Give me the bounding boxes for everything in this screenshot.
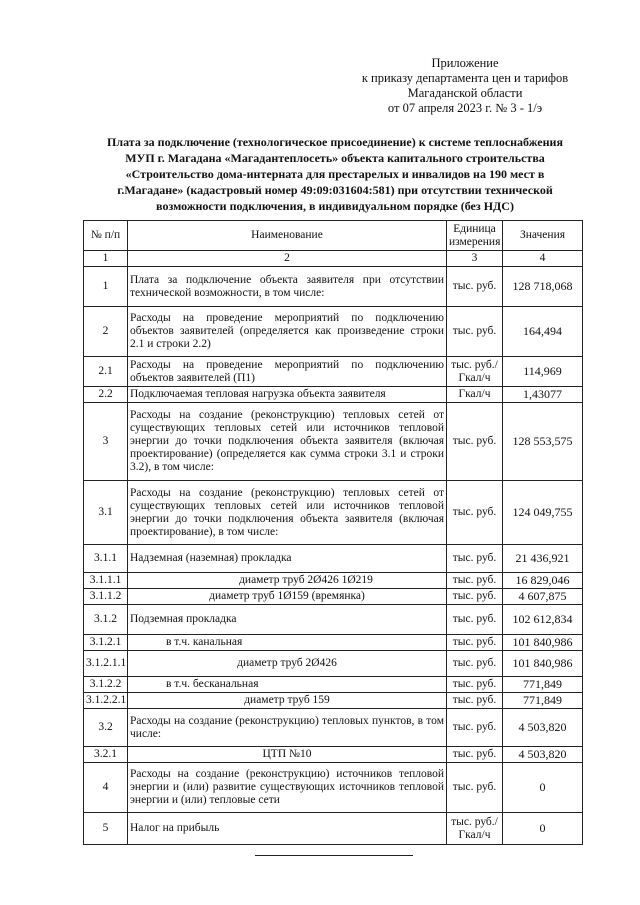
table-row — [84, 635, 583, 651]
table-row — [84, 813, 583, 845]
row-value: 1,43077 — [503, 387, 583, 403]
column-index-cell: 4 — [503, 251, 583, 267]
table-row — [84, 693, 583, 709]
table-row — [84, 357, 583, 387]
row-value: 124 049,755 — [503, 481, 583, 545]
row-unit: тыс. руб. — [447, 651, 503, 677]
row-name: Плата за подключение объекта заявителя при отсутствии технической возможности, в том числе: — [128, 267, 447, 307]
column-header-unit: Единица измерения — [447, 221, 503, 251]
row-value: 101 840,986 — [503, 651, 583, 677]
row-value: 771,849 — [503, 677, 583, 693]
row-name: Расходы на проведение мероприятий по подключению объектов заявителей (определяется как произведение строки 2.1 и строки 2.2) — [128, 307, 447, 357]
row-name: Налог на прибыль — [128, 813, 447, 845]
row-num: 3 — [84, 403, 128, 481]
row-name: диаметр труб 2Ø426 1Ø219 — [128, 573, 447, 589]
row-num: 3.1.1.2 — [84, 589, 128, 605]
table-row — [84, 545, 583, 573]
table-row — [84, 605, 583, 635]
row-unit: тыс. руб. — [447, 267, 503, 307]
table-row — [84, 481, 583, 545]
row-name: Расходы на создание (реконструкцию) тепловых сетей от существующих тепловых сетей или источников тепловой энергии до точки подключения объекта заявителя (включая проектирование), в том числе: — [128, 481, 447, 545]
footer-divider — [255, 855, 413, 856]
row-unit: тыс. руб. — [447, 763, 503, 813]
row-num: 1 — [84, 267, 128, 307]
table-row — [84, 387, 583, 403]
row-value: 771,849 — [503, 693, 583, 709]
table-header-row — [84, 221, 583, 251]
row-unit: тыс. руб. — [447, 605, 503, 635]
row-name: диаметр труб 1Ø159 (времянка) — [128, 589, 447, 605]
row-unit: тыс. руб. — [447, 677, 503, 693]
column-header-name: Наименование — [128, 221, 447, 251]
header-line-region: Магаданской области — [407, 86, 523, 100]
table-row — [84, 267, 583, 307]
table-row — [84, 709, 583, 747]
row-unit: Гкал/ч — [447, 387, 503, 403]
row-value: 101 840,986 — [503, 635, 583, 651]
row-unit: тыс. руб. — [447, 545, 503, 573]
column-index-cell: 1 — [84, 251, 128, 267]
table-row — [84, 307, 583, 357]
column-header-value: Значения — [503, 221, 583, 251]
row-name: Расходы на создание (реконструкцию) тепловых пунктов, в том числе: — [128, 709, 447, 747]
row-name: Надземная (наземная) прокладка — [128, 545, 447, 573]
row-name: Расходы на создание (реконструкцию) тепловых сетей от существующих тепловых сетей или источников тепловой энергии до точки подключения объекта заявителя (включая проектирование) (определяется как сумма строки 3.1 и строки 3.2), в том числе: — [128, 403, 447, 481]
row-name: диаметр труб 2Ø426 — [128, 651, 447, 677]
table-row — [84, 589, 583, 605]
table-row — [84, 677, 583, 693]
row-name: Расходы на проведение мероприятий по подключению объектов заявителей (П1) — [128, 357, 447, 387]
row-num: 3.1.2.1.1 — [84, 651, 128, 677]
row-value: 114,969 — [503, 357, 583, 387]
row-unit: тыс. руб. — [447, 481, 503, 545]
row-name: Подземная прокладка — [128, 605, 447, 635]
row-value: 21 436,921 — [503, 545, 583, 573]
row-unit: тыс. руб. — [447, 693, 503, 709]
approval-header — [330, 56, 600, 116]
table-row — [84, 747, 583, 763]
column-index-row — [84, 251, 583, 267]
title-line: г.Магадане» (кадастровый номер 49:09:031604:581) при отсутствии технической — [117, 183, 553, 197]
row-unit: тыс. руб. — [447, 589, 503, 605]
row-name: в т.ч. канальная — [128, 635, 447, 651]
row-unit: тыс. руб. — [447, 573, 503, 589]
row-name: ЦТП №10 — [128, 747, 447, 763]
row-num: 3.2 — [84, 709, 128, 747]
row-value: 16 829,046 — [503, 573, 583, 589]
row-num: 2.1 — [84, 357, 128, 387]
document-title — [70, 134, 600, 214]
row-num: 2.2 — [84, 387, 128, 403]
row-num: 3.1.2.2 — [84, 677, 128, 693]
row-unit: тыс. руб./ Гкал/ч — [447, 813, 503, 845]
row-value: 4 503,820 — [503, 709, 583, 747]
fee-table — [83, 220, 583, 845]
row-unit: тыс. руб. — [447, 709, 503, 747]
table-row — [84, 763, 583, 813]
row-name: в т.ч. бесканальная — [128, 677, 447, 693]
row-num: 3.1.2.2.1 — [84, 693, 128, 709]
row-unit: тыс. руб. — [447, 747, 503, 763]
table-row — [84, 573, 583, 589]
row-value: 4 503,820 — [503, 747, 583, 763]
title-line: «Строительство дома-интерната для престарелых и инвалидов на 190 мест в — [125, 167, 545, 181]
header-line-appendix: Приложение — [431, 56, 499, 70]
row-unit: тыс. руб./ Гкал/ч — [447, 357, 503, 387]
table-row — [84, 403, 583, 481]
row-num: 5 — [84, 813, 128, 845]
title-line: возможности подключения, в индивидуальном порядке (без НДС) — [156, 199, 514, 213]
column-header-num: № п/п — [84, 221, 128, 251]
row-unit: тыс. руб. — [447, 635, 503, 651]
row-value: 0 — [503, 763, 583, 813]
header-line-order: к приказу департамента цен и тарифов — [361, 71, 569, 85]
row-value: 128 553,575 — [503, 403, 583, 481]
row-num: 3.1.2.1 — [84, 635, 128, 651]
row-num: 3.1.1.1 — [84, 573, 128, 589]
row-num: 3.2.1 — [84, 747, 128, 763]
row-num: 4 — [84, 763, 128, 813]
row-num: 2 — [84, 307, 128, 357]
row-name: Подключаемая тепловая нагрузка объекта заявителя — [128, 387, 447, 403]
row-num: 3.1.1 — [84, 545, 128, 573]
row-name: диаметр труб 159 — [128, 693, 447, 709]
row-value: 102 612,834 — [503, 605, 583, 635]
column-index-cell: 3 — [447, 251, 503, 267]
column-index-cell: 2 — [128, 251, 447, 267]
row-value: 164,494 — [503, 307, 583, 357]
table-row — [84, 651, 583, 677]
header-line-date: от 07 апреля 2023 г. № 3 - 1/э — [387, 101, 543, 115]
row-num: 3.1.2 — [84, 605, 128, 635]
row-value: 128 718,068 — [503, 267, 583, 307]
title-line: Плата за подключение (технологическое присоединение) к системе теплоснабжения — [107, 135, 563, 149]
title-line: МУП г. Магадана «Магадантеплосеть» объекта капитального строительства — [125, 151, 545, 165]
row-value: 0 — [503, 813, 583, 845]
row-num: 3.1 — [84, 481, 128, 545]
row-unit: тыс. руб. — [447, 403, 503, 481]
row-name: Расходы на создание (реконструкцию) источников тепловой энергии и (или) развитие существующих источников тепловой энергии и (или) тепловые сети — [128, 763, 447, 813]
row-value: 4 607,875 — [503, 589, 583, 605]
row-unit: тыс. руб. — [447, 307, 503, 357]
